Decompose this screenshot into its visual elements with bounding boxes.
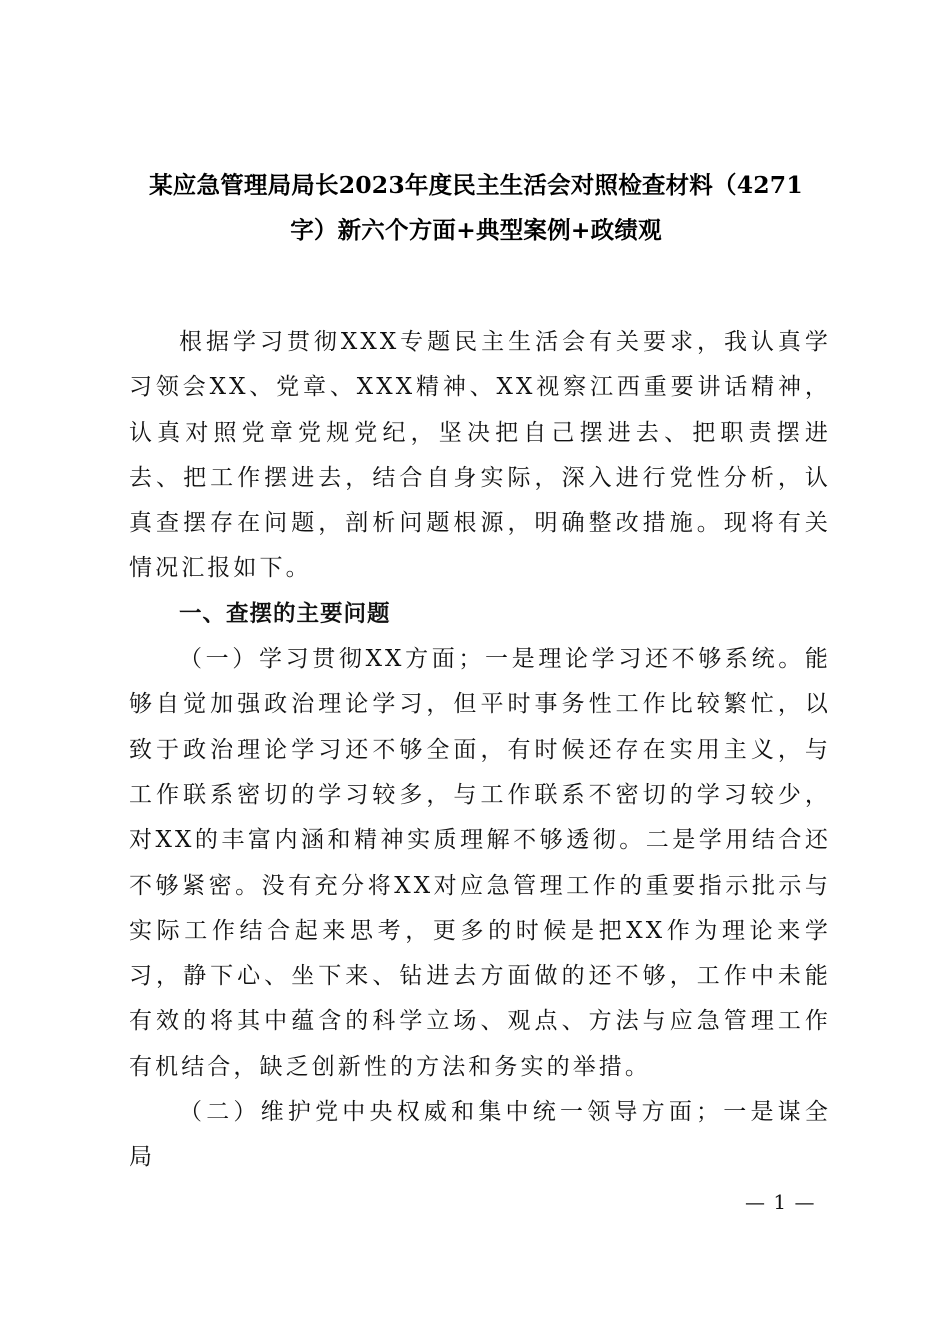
page-number: — 1 —	[745, 1190, 816, 1214]
document-body	[129, 320, 831, 1181]
intro-paragraph: 根据学习贯彻XXX专题民主生活会有关要求，我认真学习领会XX、党章、XXX精神、XX视察江西重要讲话精神，认真对照党章党规党纪，坚决把自己摆进去、把职责摆进去、把工作摆进去，结合自身实际，深入进行党性分析，认真查摆存在问题，剖析问题根源，明确整改措施。现将有关情况汇报如下。	[129, 329, 831, 582]
title-line-2: 字）新六个方面+典型案例+政绩观	[290, 216, 662, 244]
section-heading: 一、查摆的主要问题	[179, 600, 391, 627]
body-paragraph: （二）维护党中央权威和集中统一领导方面；一是谋全局	[129, 1099, 831, 1171]
document-title	[120, 163, 832, 253]
body-paragraph: （一）学习贯彻XX方面；一是理论学习还不够系统。能够自觉加强政治理论学习，但平时事务性工作比较繁忙，以致于政治理论学习还不够全面，有时候还存在实用主义，与工作联系密切的学习较多，与工作联系不密切的学习较少，对XX的丰富内涵和精神实质理解不够透彻。二是学用结合还不够紧密。没有充分将XX对应急管理工作的重要指示批示与实际工作结合起来思考，更多的时候是把XX作为理论来学习，静下心、坐下来、钻进去方面做的还不够，工作中未能有效的将其中蕴含的科学立场、观点、方法与应急管理工作有机结合，缺乏创新性的方法和务实的举措。	[129, 646, 831, 1080]
title-line-1: 某应急管理局局长2023年度民主生活会对照检查材料（4271	[149, 171, 803, 199]
